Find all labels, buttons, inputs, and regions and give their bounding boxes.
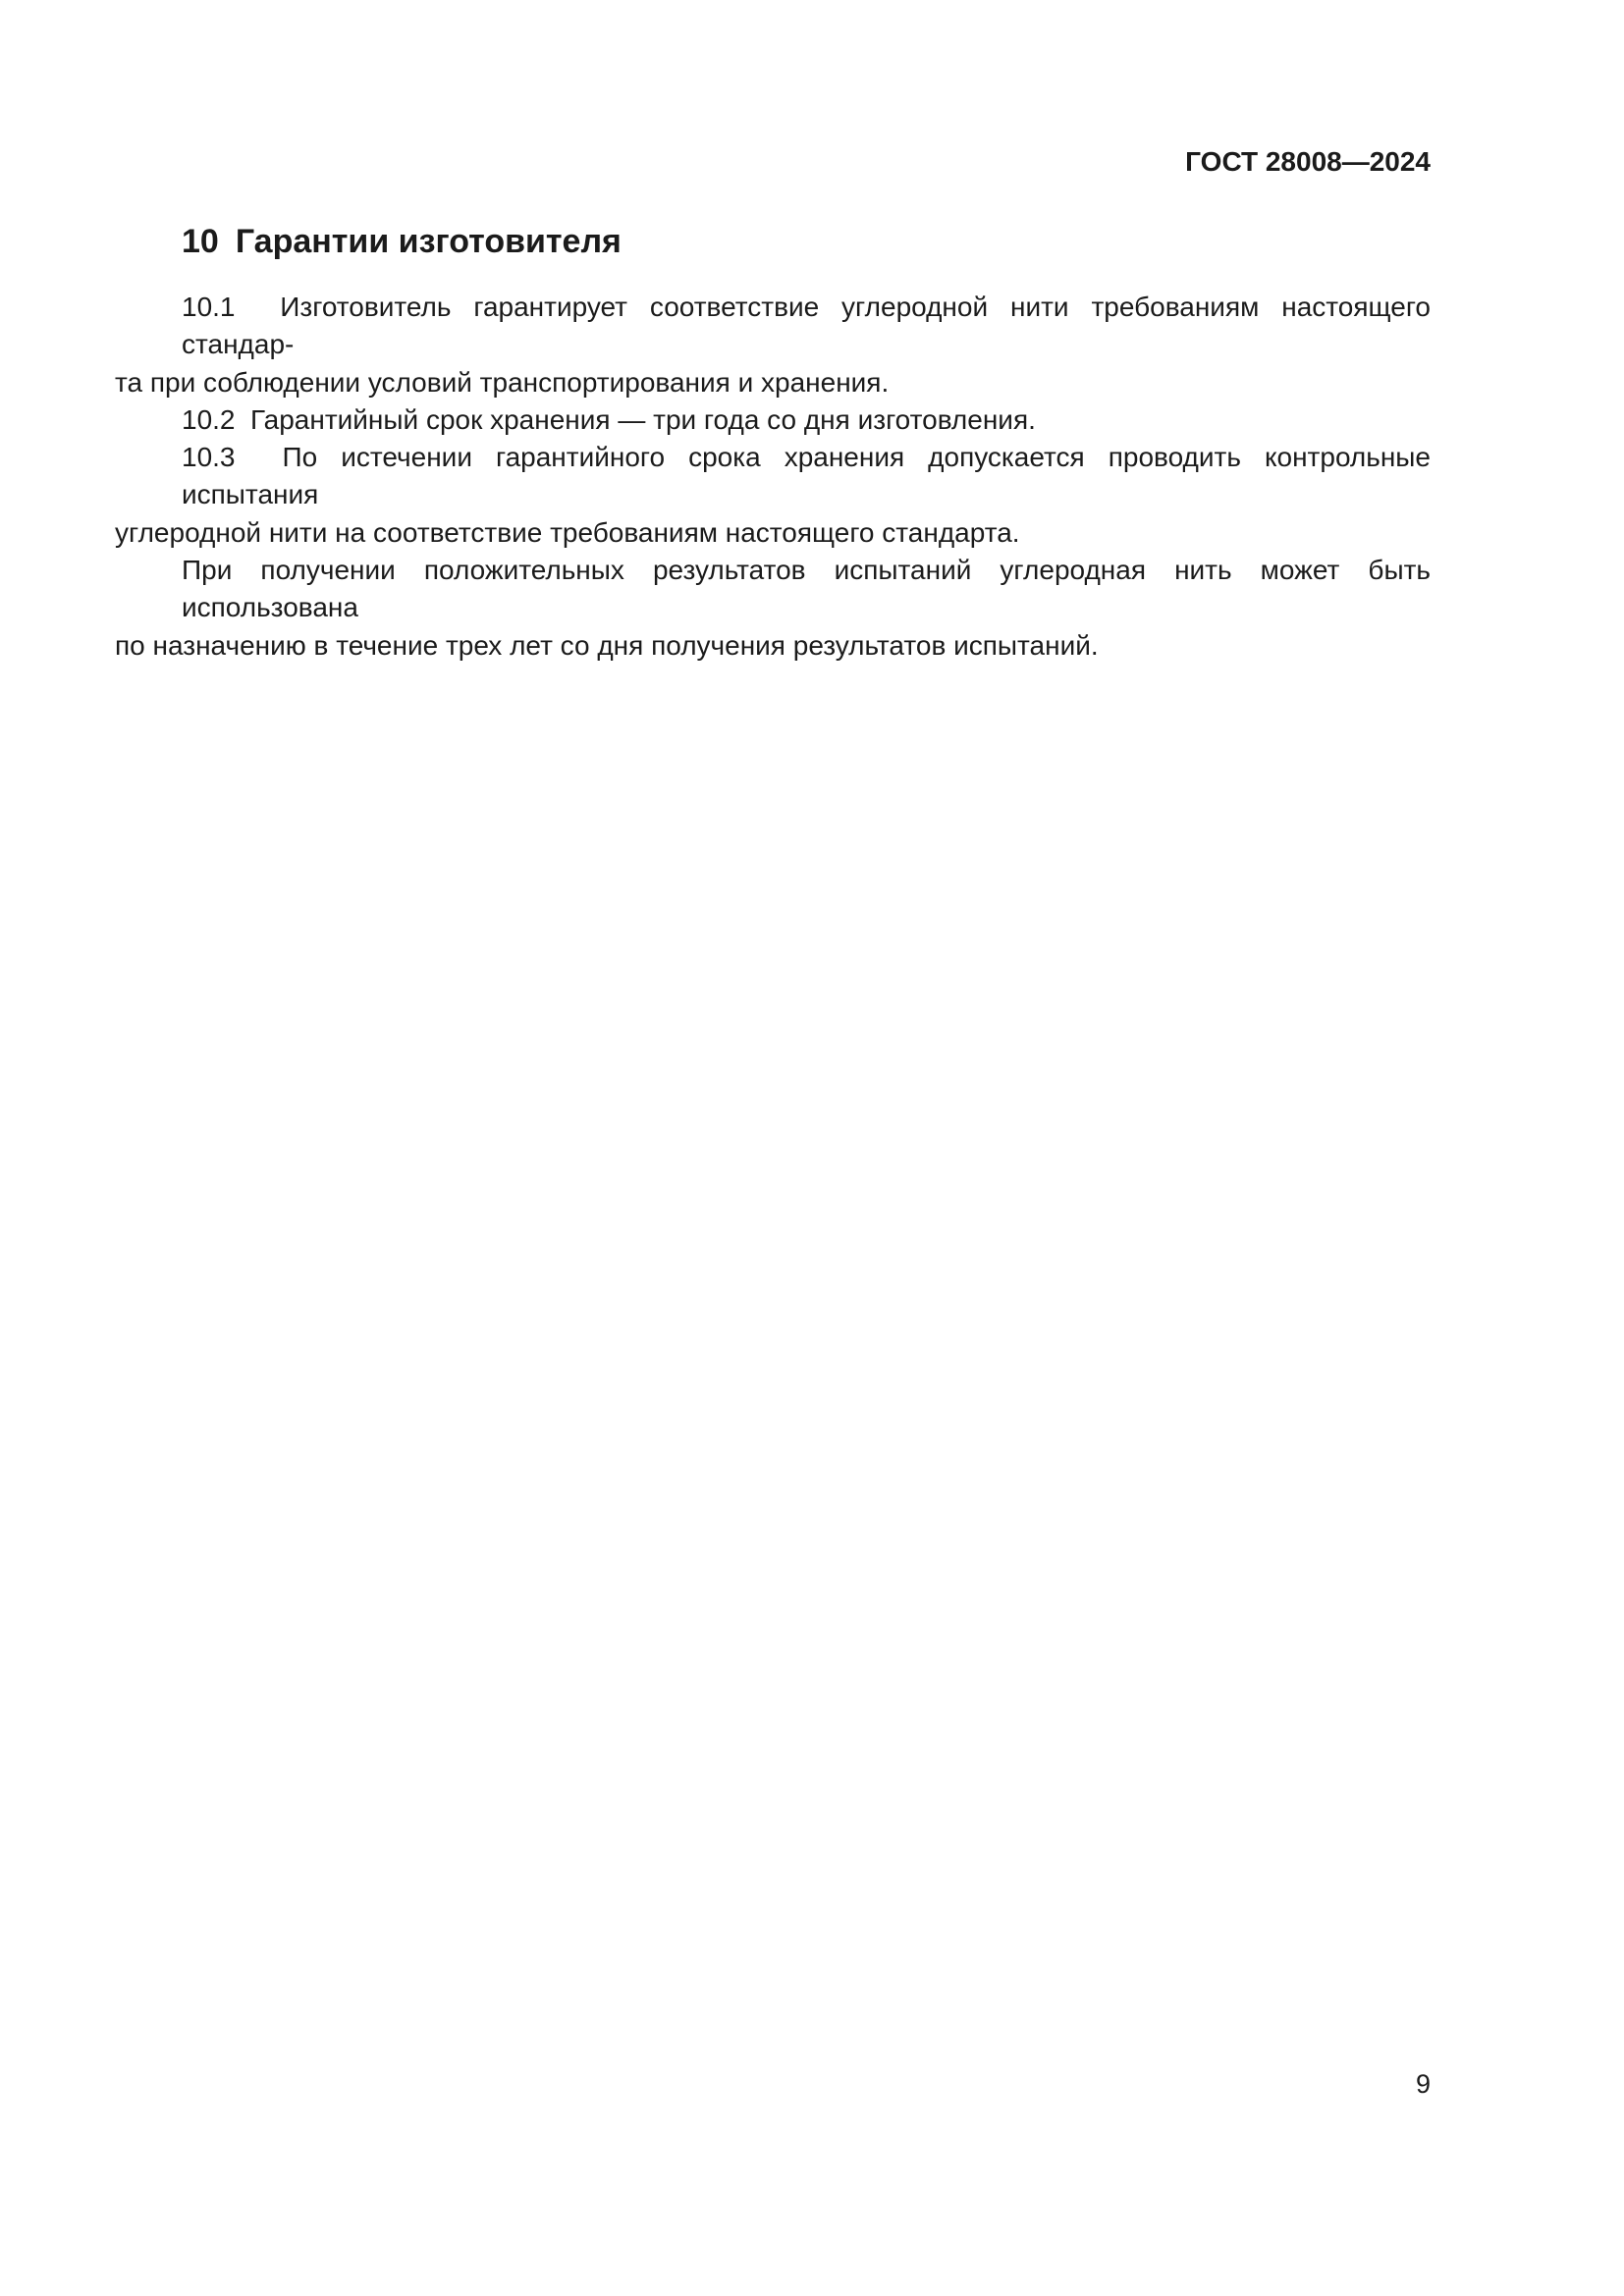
document-body bbox=[115, 289, 1431, 665]
paragraph-10-2-line-1: 10.2 Гарантийный срок хранения — три года со дня изготовления. bbox=[182, 403, 1036, 435]
paragraph-results-line-1: При получении положительных результатов испытаний углеродная нить может быть использована bbox=[182, 555, 1431, 623]
paragraph-10-1-line-2: та при соблюдении условий транспортирования и хранения. bbox=[115, 366, 890, 398]
page-number: 9 bbox=[1415, 2069, 1431, 2099]
paragraph-10-3-line-2: углеродной нити на соответствие требованиям настоящего стандарта. bbox=[115, 516, 1020, 548]
section-number: 10 bbox=[182, 223, 219, 260]
paragraph-results-line-2: по назначению в течение трех лет со дня получения результатов испытаний. bbox=[115, 629, 1099, 661]
running-header: ГОСТ 28008—2024 bbox=[1185, 146, 1431, 177]
paragraph-10-1-line-1: 10.1 Изготовитель гарантирует соответствие углеродной нити требованиям настоящего стандар- bbox=[182, 292, 1431, 360]
section-title: Гарантии изготовителя bbox=[235, 223, 622, 260]
section-heading bbox=[182, 222, 622, 261]
paragraph-10-3-line-1: 10.3 По истечении гарантийного срока хранения допускается проводить контрольные испытания bbox=[182, 442, 1431, 510]
